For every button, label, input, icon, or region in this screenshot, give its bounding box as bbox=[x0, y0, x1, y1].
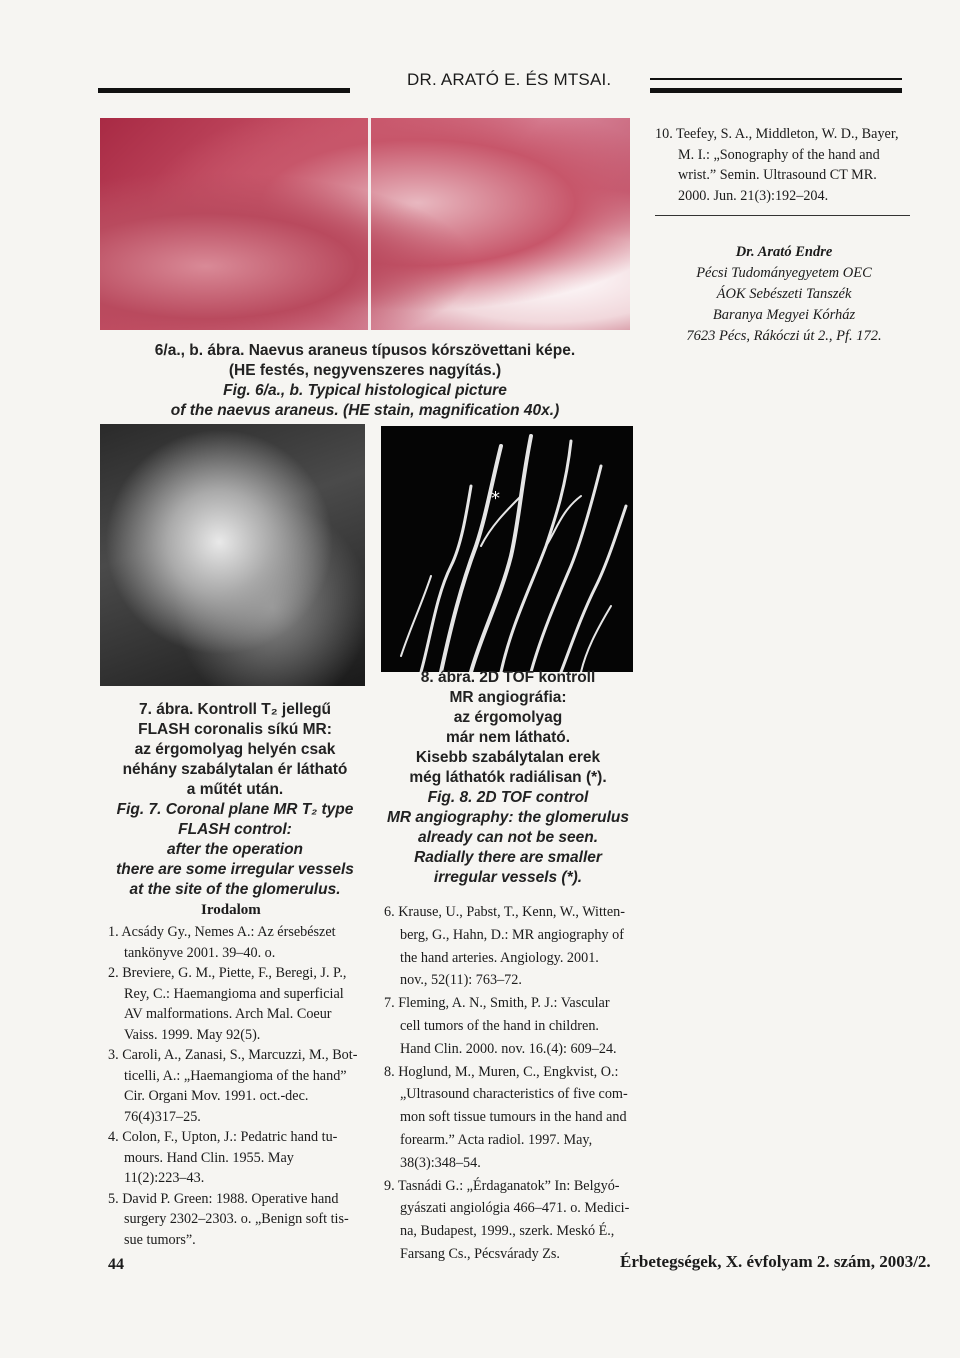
references-heading: Irodalom bbox=[201, 902, 261, 918]
ref-line: sue tumors”. bbox=[124, 1231, 196, 1248]
ref-line: 9. Tasnádi G.: „Érdaganatok” In: Belgyó- bbox=[384, 1177, 620, 1194]
caption-en-line: already can not be seen. bbox=[417, 829, 599, 846]
author-name: Dr. Arató Endre bbox=[735, 244, 833, 260]
caption-en-line: Fig. 6/a., b. Typical histological picture bbox=[223, 382, 507, 399]
caption-hu-line: már nem látható. bbox=[445, 729, 571, 746]
ref-line: Rey, C.: Haemangioma and superficial bbox=[124, 985, 344, 1002]
affiliation-line: Baranya Megyei Kórház bbox=[712, 307, 856, 323]
caption-hu-line: (HE festés, negyvenszeres nagyítás.) bbox=[228, 362, 502, 379]
ref-line: berg, G., Hahn, D.: MR angiography of bbox=[400, 926, 624, 943]
caption-hu-line: az érgomolyag bbox=[453, 709, 563, 726]
figure-6-caption bbox=[100, 341, 630, 421]
caption-en-line: at the site of the glomerulus. bbox=[129, 881, 341, 898]
caption-hu-line: MR angiográfia: bbox=[449, 689, 567, 706]
caption-hu-line: Kisebb szabálytalan erek bbox=[415, 749, 601, 766]
ref-line: 1. Acsády Gy., Nemes A.: Az érsebészet bbox=[108, 924, 336, 940]
ref-line: Vaiss. 1999. May 92(5). bbox=[124, 1026, 261, 1043]
reference-10 bbox=[655, 124, 915, 206]
ref-line: 76(4)317–25. bbox=[124, 1108, 201, 1125]
ref-line: forearm.” Acta radiol. 1997. May, bbox=[400, 1131, 593, 1148]
figure-8-mr-angiography-image bbox=[381, 426, 633, 672]
caption-hu-line: még láthatók radiálisan (*). bbox=[409, 769, 607, 786]
ref-line: Cir. Organi Mov. 1991. oct.-dec. bbox=[124, 1088, 309, 1104]
figure-8-caption bbox=[378, 668, 638, 888]
caption-en-line: FLASH control: bbox=[178, 821, 292, 838]
header-rule-right bbox=[650, 78, 902, 80]
caption-hu-line: FLASH coronalis síkú MR: bbox=[138, 721, 332, 738]
caption-en-line: Fig. 7. Coronal plane MR T₂ type bbox=[116, 801, 354, 818]
ref-line: 5. David P. Green: 1988. Operative hand bbox=[108, 1190, 339, 1207]
caption-hu-line: a műtét után. bbox=[186, 781, 284, 798]
caption-en-line: after the operation bbox=[166, 841, 304, 858]
ref-line: 7. Fleming, A. N., Smith, P. J.: Vascular bbox=[384, 995, 610, 1012]
reference-list-middle bbox=[384, 901, 646, 1266]
affiliation-line: Pécsi Tudományegyetem OEC bbox=[696, 265, 872, 281]
ref-line: 4. Colon, F., Upton, J.: Pedatric hand tu- bbox=[108, 1129, 338, 1145]
ref-line: Farsang Cs., Pécsvárady Zs. bbox=[400, 1245, 560, 1262]
ref-line: 2000. Jun. 21(3):192–204. bbox=[678, 187, 829, 204]
figure-6-panel-divider bbox=[368, 118, 371, 330]
ref-line: surgery 2302–2303. o. „Benign soft tis- bbox=[124, 1211, 349, 1227]
figure-6-histology-image bbox=[100, 118, 630, 330]
header-rule-left bbox=[98, 88, 350, 93]
ref-line: 38(3):348–54. bbox=[400, 1154, 481, 1171]
caption-hu-line: néhány szabálytalan ér látható bbox=[122, 761, 348, 778]
reference-list-left bbox=[108, 922, 368, 1250]
refs-separator-rule bbox=[655, 215, 910, 216]
affiliation-line: 7623 Pécs, Rákóczi út 2., Pf. 172. bbox=[686, 328, 882, 344]
figure-8-vessels-graphic bbox=[381, 426, 633, 672]
caption-en-line: Fig. 8. 2D TOF control bbox=[427, 789, 589, 806]
ref-line: mon soft tissue tumours in the hand and bbox=[400, 1109, 627, 1126]
figure-7-caption bbox=[100, 700, 370, 900]
journal-footer: Érbetegségek, X. évfolyam 2. szám, 2003/2. bbox=[620, 1252, 931, 1271]
ref-line: na, Budapest, 1999., szerk. Meskó É., bbox=[400, 1223, 615, 1240]
page-number: 44 bbox=[108, 1256, 124, 1273]
caption-en-line: Radially there are smaller bbox=[414, 849, 602, 866]
ref-line: AV malformations. Arch Mal. Coeur bbox=[124, 1006, 332, 1022]
ref-line: cell tumors of the hand in children. bbox=[400, 1017, 599, 1034]
caption-hu-line: az érgomolyag helyén csak bbox=[134, 741, 336, 758]
caption-en-line: of the naevus araneus. (HE stain, magnification 40x.) bbox=[170, 402, 560, 419]
caption-hu-line: 8. ábra. 2D TOF kontroll bbox=[420, 669, 596, 686]
ref-line: 8. Hoglund, M., Muren, C., Engkvist, O.: bbox=[384, 1063, 619, 1080]
ref-line: wrist.” Semin. Ultrasound CT MR. bbox=[678, 167, 877, 183]
ref-line: „Ultrasound characteristics of five com- bbox=[400, 1086, 628, 1103]
ref-line: 6. Krause, U., Pabst, T., Kenn, W., Witten- bbox=[384, 904, 625, 920]
header-rule-right-thick bbox=[650, 88, 902, 93]
ref-line: 2. Breviere, G. M., Piette, F., Beregi, J. P., bbox=[108, 965, 347, 981]
ref-line: ticelli, A.: „Haemangioma of the hand” bbox=[124, 1067, 347, 1084]
ref-line: tankönyve 2001. 39–40. o. bbox=[124, 944, 276, 961]
ref-line: 11(2):223–43. bbox=[124, 1170, 205, 1186]
caption-en-line: MR angiography: the glomerulus bbox=[387, 809, 629, 826]
ref-line: Hand Clin. 2000. nov. 16.(4): 609–24. bbox=[400, 1040, 617, 1057]
ref-line: 3. Caroli, A., Zanasi, S., Marcuzzi, M., Bot- bbox=[108, 1047, 358, 1063]
author-affiliation bbox=[650, 242, 918, 347]
caption-hu-line: 6/a., b. ábra. Naevus araneus típusos kórszövettani képe. bbox=[154, 342, 576, 359]
affiliation-line: ÁOK Sebészeti Tanszék bbox=[716, 286, 852, 302]
ref-line: gyászati angiológia 466–471. o. Medici- bbox=[400, 1200, 630, 1217]
figure-8-marker: * bbox=[491, 488, 500, 509]
caption-en-line: irregular vessels (*). bbox=[433, 869, 583, 886]
running-header: DR. ARATÓ E. ÉS MTSAI. bbox=[407, 70, 612, 89]
ref-line: 10. Teefey, S. A., Middleton, W. D., Bayer, bbox=[655, 126, 899, 142]
figure-7-mr-image bbox=[100, 424, 365, 686]
ref-line: mours. Hand Clin. 1955. May bbox=[124, 1149, 294, 1166]
caption-hu-line: 7. ábra. Kontroll T₂ jellegű bbox=[138, 701, 332, 718]
ref-line: the hand arteries. Angiology. 2001. bbox=[400, 949, 599, 966]
caption-en-line: there are some irregular vessels bbox=[116, 861, 354, 878]
ref-line: M. I.: „Sonography of the hand and bbox=[678, 146, 880, 163]
ref-line: nov., 52(11): 763–72. bbox=[400, 972, 522, 989]
